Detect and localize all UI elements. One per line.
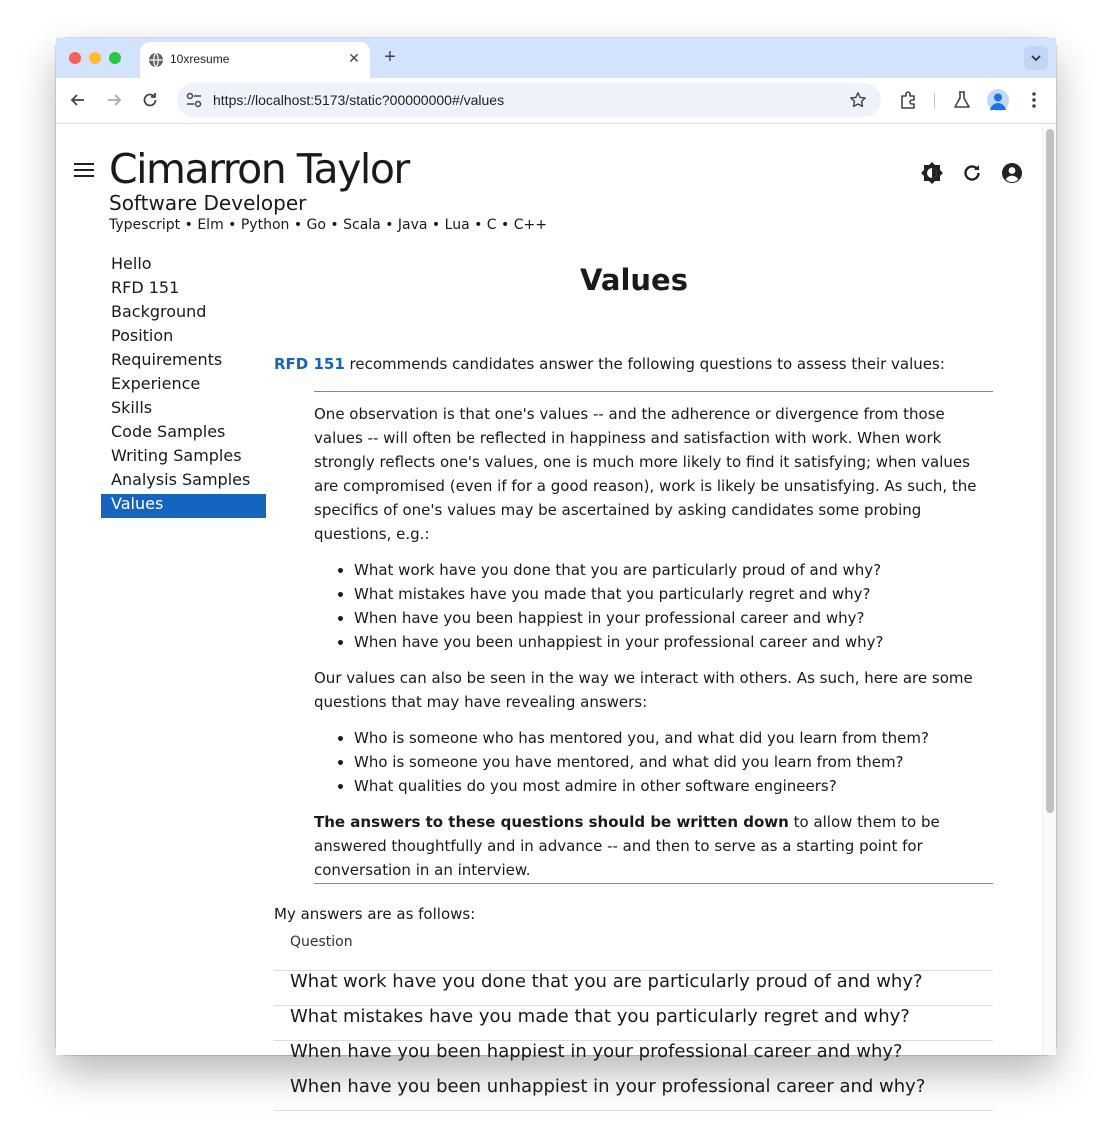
maximize-window-button[interactable] xyxy=(109,52,121,64)
answers-table xyxy=(274,934,993,1111)
new-tab-button[interactable]: + xyxy=(384,46,396,68)
job-role: Software Developer xyxy=(109,191,307,215)
sidebar-item-writing-samples[interactable]: Writing Samples xyxy=(111,446,242,465)
minimize-window-button[interactable] xyxy=(89,52,101,64)
sidebar-nav xyxy=(101,254,266,518)
avatar xyxy=(987,89,1009,111)
table-row[interactable]: What work have you done that you are particularly proud of and why? xyxy=(274,971,993,1006)
question-list-2 xyxy=(354,726,993,798)
sidebar-item-skills[interactable]: Skills xyxy=(111,398,153,417)
intro-text xyxy=(274,355,945,373)
tab-close-button[interactable]: ✕ xyxy=(348,50,360,66)
page-viewport xyxy=(56,125,1056,1097)
question-list-1 xyxy=(354,558,993,654)
title-bar xyxy=(56,38,1056,78)
intro-rest: recommends candidates answer the following questions to assess their values: xyxy=(344,355,945,373)
extensions-icon[interactable] xyxy=(898,89,920,111)
back-icon[interactable] xyxy=(67,89,89,111)
globe-icon xyxy=(148,52,164,68)
refresh-icon[interactable] xyxy=(960,161,984,185)
reload-icon[interactable] xyxy=(139,89,161,111)
browser-tab[interactable] xyxy=(140,42,370,78)
list-item: • What mistakes have you made that you particularly regret and why? xyxy=(354,582,993,606)
sidebar-item-background[interactable]: Background xyxy=(111,302,207,321)
sidebar-item-experience[interactable]: Experience xyxy=(111,374,201,393)
site-info-icon[interactable] xyxy=(185,91,203,109)
languages-list: Typescript • Elm • Python • Go • Scala • Java • Lua • C • C++ xyxy=(109,217,547,233)
menu-dots-icon[interactable] xyxy=(1023,89,1045,111)
sidebar-item-code-samples[interactable]: Code Samples xyxy=(111,422,226,441)
list-item: • What work have you done that you are particularly proud of and why? xyxy=(354,558,993,582)
table-header-question[interactable]: Question xyxy=(274,934,993,971)
quote-paragraph-2: Our values can also be seen in the way we interact with others. As such, here are some questions that may have revealing answers: xyxy=(314,669,973,711)
profile-icon[interactable] xyxy=(987,89,1009,111)
sidebar-item-analysis-samples[interactable]: Analysis Samples xyxy=(111,470,251,489)
url-text[interactable]: https://localhost:5173/static?00000000#/values xyxy=(213,92,505,108)
hamburger-icon[interactable] xyxy=(74,163,94,179)
tab-search-button[interactable] xyxy=(1024,46,1048,70)
sidebar-item-values[interactable]: Values xyxy=(101,494,266,518)
table-row[interactable]: What mistakes have you made that you particularly regret and why? xyxy=(274,1006,993,1041)
table-row[interactable]: When have you been unhappiest in your professional career and why? xyxy=(274,1076,993,1111)
quote-paragraph-3 xyxy=(314,810,993,882)
sidebar-item-requirements[interactable]: Requirements xyxy=(111,350,223,369)
page-scrollbar[interactable] xyxy=(1042,125,1056,1055)
labs-icon[interactable] xyxy=(951,89,973,111)
browser-toolbar xyxy=(56,78,1056,124)
list-item: • What qualities do you most admire in other software engineers? xyxy=(354,774,993,798)
browser-window xyxy=(56,38,1056,1097)
star-icon[interactable] xyxy=(849,91,867,109)
theme-toggle-icon[interactable] xyxy=(920,161,944,185)
page-name-heading: Cimarron Taylor xyxy=(109,145,409,193)
toolbar-separator xyxy=(934,93,935,109)
table-row[interactable]: When have you been happiest in your professional career and why? xyxy=(274,1041,993,1076)
answers-intro: My answers are as follows: xyxy=(274,905,476,923)
rfd-151-link[interactable]: RFD 151 xyxy=(274,355,345,373)
list-item: • Who is someone you have mentored, and what did you learn from them? xyxy=(354,750,993,774)
quote-paragraph-3-rest: to allow them to be answered thoughtfully and in advance -- and then to serve as a starting point for conversation in an interview. xyxy=(314,813,940,879)
scrollbar-thumb[interactable] xyxy=(1046,129,1054,813)
forward-icon[interactable] xyxy=(103,89,125,111)
list-item: • When have you been unhappiest in your professional career and why? xyxy=(354,630,993,654)
rfd-quote xyxy=(314,391,993,884)
sidebar-item-rfd-151[interactable]: RFD 151 xyxy=(111,278,180,297)
tab-title: 10xresume xyxy=(170,52,230,66)
quote-paragraph-1: One observation is that one's values -- and the adherence or divergence from those values -- will often be reflected in happiness and satisfaction with work. When work strongly reflects one's values, one is much more likely to find it satisfying; when values are compromised (even if for a good reason), work is likely be unsatisfying. As such, the specifics of one's values may be ascertained by asking candidates some probing questions, e.g.: xyxy=(314,405,977,543)
sidebar-item-position[interactable]: Position xyxy=(111,326,174,345)
chevron-down-icon xyxy=(1024,46,1048,70)
list-item: • When have you been happiest in your professional career and why? xyxy=(354,606,993,630)
quote-bold-text: The answers to these questions should be written down xyxy=(314,813,789,831)
list-item: • Who is someone who has mentored you, and what did you learn from them? xyxy=(354,726,993,750)
sidebar-item-hello[interactable]: Hello xyxy=(111,254,152,273)
address-bar[interactable] xyxy=(177,83,881,117)
close-window-button[interactable] xyxy=(69,52,81,64)
account-icon[interactable] xyxy=(1000,161,1024,185)
page-title: Values xyxy=(580,263,688,297)
